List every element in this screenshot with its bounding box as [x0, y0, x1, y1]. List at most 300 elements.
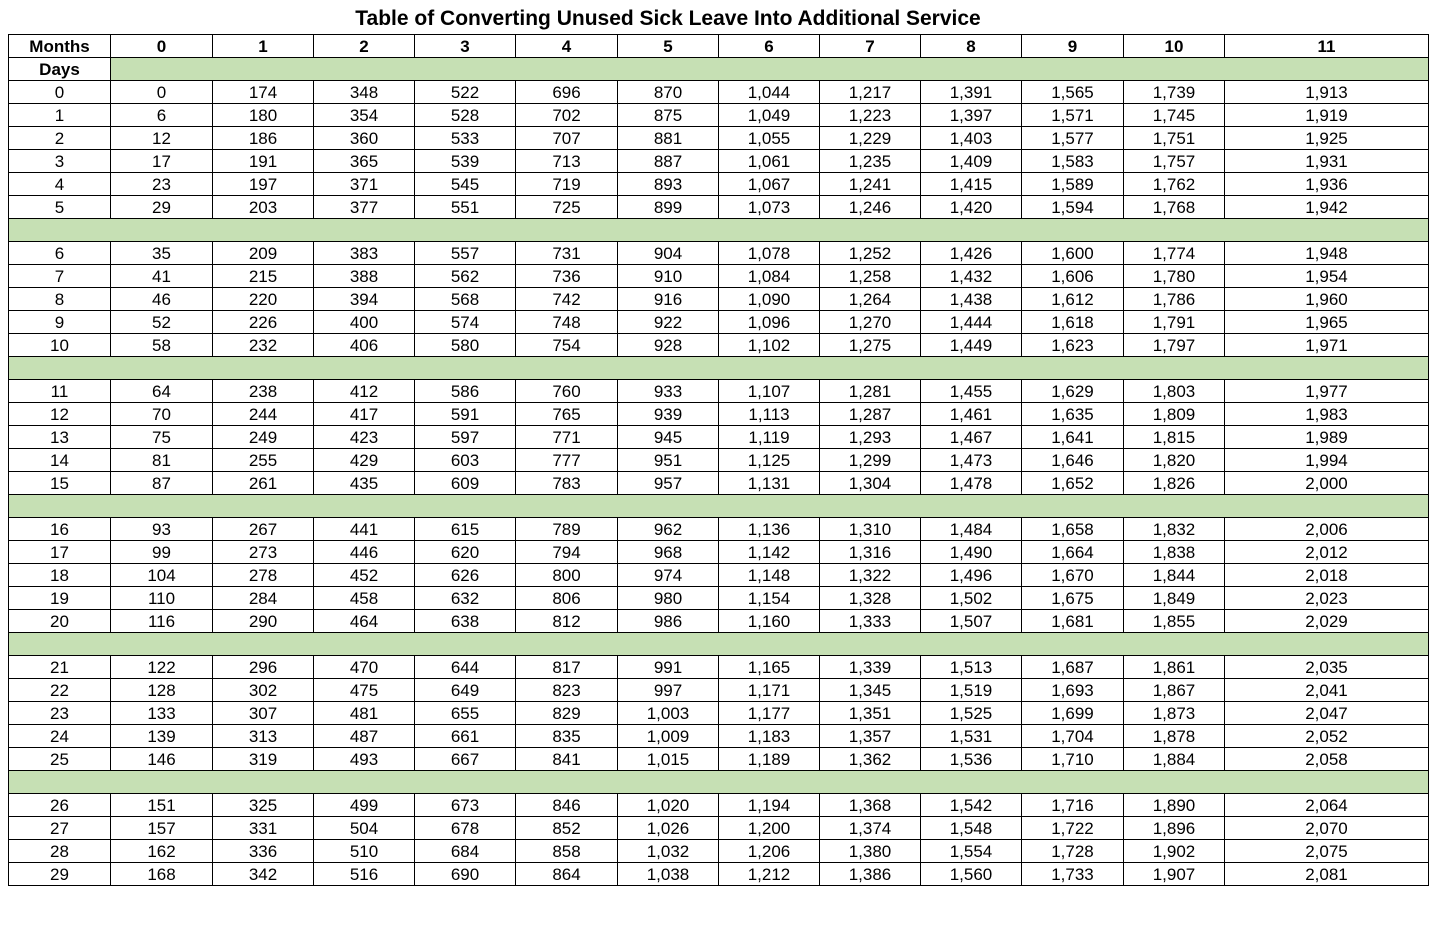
value-cell: 1,461: [921, 403, 1022, 426]
value-cell: 1,328: [820, 587, 921, 610]
value-cell: 673: [415, 794, 516, 817]
value-cell: 1,681: [1022, 610, 1124, 633]
value-cell: 93: [111, 518, 213, 541]
table-row: [9, 242, 1429, 265]
value-cell: 1,554: [921, 840, 1022, 863]
value-cell: 1,322: [820, 564, 921, 587]
value-cell: 533: [415, 127, 516, 150]
value-cell: 41: [111, 265, 213, 288]
value-cell: 1,113: [719, 403, 820, 426]
value-cell: 12: [111, 127, 213, 150]
month-header-cell: 9: [1022, 35, 1124, 58]
value-cell: 203: [213, 196, 314, 219]
value-cell: 371: [314, 173, 415, 196]
value-cell: 1,896: [1124, 817, 1225, 840]
table-row: [9, 656, 1429, 679]
value-cell: 1,339: [820, 656, 921, 679]
value-cell: 1,096: [719, 311, 820, 334]
value-cell: 1,618: [1022, 311, 1124, 334]
separator-band: [9, 771, 1429, 794]
value-cell: 441: [314, 518, 415, 541]
value-cell: 1,241: [820, 173, 921, 196]
value-cell: 1,194: [719, 794, 820, 817]
value-cell: 1,849: [1124, 587, 1225, 610]
value-cell: 1,032: [618, 840, 719, 863]
value-cell: 423: [314, 426, 415, 449]
value-cell: 661: [415, 725, 516, 748]
table-row: [9, 610, 1429, 633]
value-cell: 209: [213, 242, 314, 265]
value-cell: 667: [415, 748, 516, 771]
value-cell: 278: [213, 564, 314, 587]
value-cell: 1,287: [820, 403, 921, 426]
value-cell: 1,641: [1022, 426, 1124, 449]
value-cell: 383: [314, 242, 415, 265]
value-cell: 928: [618, 334, 719, 357]
value-cell: 522: [415, 81, 516, 104]
value-cell: 23: [111, 173, 213, 196]
value-cell: 1,994: [1225, 449, 1429, 472]
day-label-cell: 28: [9, 840, 111, 863]
value-cell: 2,023: [1225, 587, 1429, 610]
day-label-cell: 12: [9, 403, 111, 426]
value-cell: 597: [415, 426, 516, 449]
value-cell: 1,583: [1022, 150, 1124, 173]
value-cell: 777: [516, 449, 618, 472]
table-row: [9, 265, 1429, 288]
value-cell: 1,745: [1124, 104, 1225, 127]
value-cell: 87: [111, 472, 213, 495]
value-cell: 1,299: [820, 449, 921, 472]
day-label-cell: 29: [9, 863, 111, 886]
value-cell: 1,757: [1124, 150, 1225, 173]
value-cell: 394: [314, 288, 415, 311]
day-label-cell: 10: [9, 334, 111, 357]
table-row: [9, 840, 1429, 863]
value-cell: 1,026: [618, 817, 719, 840]
table-row: [9, 334, 1429, 357]
value-cell: 110: [111, 587, 213, 610]
value-cell: 406: [314, 334, 415, 357]
value-cell: 162: [111, 840, 213, 863]
value-cell: 1,577: [1022, 127, 1124, 150]
value-cell: 574: [415, 311, 516, 334]
value-cell: 2,035: [1225, 656, 1429, 679]
value-cell: 412: [314, 380, 415, 403]
value-cell: 1,015: [618, 748, 719, 771]
value-cell: 1,548: [921, 817, 1022, 840]
value-cell: 962: [618, 518, 719, 541]
value-cell: 1,212: [719, 863, 820, 886]
value-cell: 655: [415, 702, 516, 725]
value-cell: 1,484: [921, 518, 1022, 541]
separator-band-cell: [9, 633, 1429, 656]
value-cell: 817: [516, 656, 618, 679]
value-cell: 806: [516, 587, 618, 610]
value-cell: 1,502: [921, 587, 1022, 610]
value-cell: 1,716: [1022, 794, 1124, 817]
days-header-band: [111, 58, 1429, 81]
value-cell: 754: [516, 334, 618, 357]
value-cell: 1,960: [1225, 288, 1429, 311]
value-cell: 116: [111, 610, 213, 633]
table-row: [9, 518, 1429, 541]
value-cell: 238: [213, 380, 314, 403]
value-cell: 1,623: [1022, 334, 1124, 357]
table-row: [9, 81, 1429, 104]
value-cell: 1,751: [1124, 127, 1225, 150]
value-cell: 904: [618, 242, 719, 265]
value-cell: 1,884: [1124, 748, 1225, 771]
value-cell: 725: [516, 196, 618, 219]
value-cell: 1,316: [820, 541, 921, 564]
value-cell: 1,873: [1124, 702, 1225, 725]
value-cell: 1,397: [921, 104, 1022, 127]
value-cell: 151: [111, 794, 213, 817]
value-cell: 765: [516, 403, 618, 426]
value-cell: 939: [618, 403, 719, 426]
value-cell: 1,797: [1124, 334, 1225, 357]
value-cell: 829: [516, 702, 618, 725]
value-cell: 186: [213, 127, 314, 150]
table-row: [9, 725, 1429, 748]
table-row: [9, 679, 1429, 702]
value-cell: 1,084: [719, 265, 820, 288]
value-cell: 1,838: [1124, 541, 1225, 564]
value-cell: 1,078: [719, 242, 820, 265]
value-cell: 296: [213, 656, 314, 679]
day-label-cell: 11: [9, 380, 111, 403]
value-cell: 1,844: [1124, 564, 1225, 587]
value-cell: 1,183: [719, 725, 820, 748]
value-cell: 1,815: [1124, 426, 1225, 449]
table-row: [9, 288, 1429, 311]
value-cell: 823: [516, 679, 618, 702]
month-header-cell: 6: [719, 35, 820, 58]
value-cell: 1,931: [1225, 150, 1429, 173]
month-header-cell: 10: [1124, 35, 1225, 58]
value-cell: 719: [516, 173, 618, 196]
day-label-cell: 1: [9, 104, 111, 127]
value-cell: 1,090: [719, 288, 820, 311]
value-cell: 267: [213, 518, 314, 541]
separator-band-cell: [9, 219, 1429, 242]
value-cell: 1,594: [1022, 196, 1124, 219]
value-cell: 841: [516, 748, 618, 771]
value-cell: 974: [618, 564, 719, 587]
value-cell: 1,832: [1124, 518, 1225, 541]
month-header-cell: 0: [111, 35, 213, 58]
month-header-cell: 7: [820, 35, 921, 58]
value-cell: 99: [111, 541, 213, 564]
value-cell: 1,374: [820, 817, 921, 840]
value-cell: 1,919: [1225, 104, 1429, 127]
value-cell: 1,252: [820, 242, 921, 265]
value-cell: 1,890: [1124, 794, 1225, 817]
day-label-cell: 25: [9, 748, 111, 771]
value-cell: 1,965: [1225, 311, 1429, 334]
value-cell: 1,664: [1022, 541, 1124, 564]
value-cell: 551: [415, 196, 516, 219]
value-cell: 2,029: [1225, 610, 1429, 633]
value-cell: 1,739: [1124, 81, 1225, 104]
value-cell: 17: [111, 150, 213, 173]
day-label-cell: 4: [9, 173, 111, 196]
value-cell: 1,687: [1022, 656, 1124, 679]
value-cell: 1,635: [1022, 403, 1124, 426]
value-cell: 52: [111, 311, 213, 334]
value-cell: 1,391: [921, 81, 1022, 104]
value-cell: 1,675: [1022, 587, 1124, 610]
value-cell: 1,971: [1225, 334, 1429, 357]
value-cell: 249: [213, 426, 314, 449]
value-cell: 986: [618, 610, 719, 633]
value-cell: 458: [314, 587, 415, 610]
value-cell: 1,131: [719, 472, 820, 495]
value-cell: 899: [618, 196, 719, 219]
day-label-cell: 20: [9, 610, 111, 633]
value-cell: 1,386: [820, 863, 921, 886]
value-cell: 273: [213, 541, 314, 564]
table-row: [9, 863, 1429, 886]
value-cell: 910: [618, 265, 719, 288]
value-cell: 1,049: [719, 104, 820, 127]
value-cell: 545: [415, 173, 516, 196]
value-cell: 562: [415, 265, 516, 288]
value-cell: 1,020: [618, 794, 719, 817]
value-cell: 771: [516, 426, 618, 449]
value-cell: 1,728: [1022, 840, 1124, 863]
day-label-cell: 9: [9, 311, 111, 334]
value-cell: 1,693: [1022, 679, 1124, 702]
value-cell: 707: [516, 127, 618, 150]
value-cell: 215: [213, 265, 314, 288]
value-cell: 1,762: [1124, 173, 1225, 196]
table-row: [9, 817, 1429, 840]
day-label-cell: 24: [9, 725, 111, 748]
value-cell: 609: [415, 472, 516, 495]
value-cell: 1,525: [921, 702, 1022, 725]
value-cell: 591: [415, 403, 516, 426]
value-cell: 870: [618, 81, 719, 104]
value-cell: 0: [111, 81, 213, 104]
value-cell: 1,160: [719, 610, 820, 633]
value-cell: 1,235: [820, 150, 921, 173]
value-cell: 1,044: [719, 81, 820, 104]
value-cell: 1,357: [820, 725, 921, 748]
value-cell: 1,206: [719, 840, 820, 863]
value-cell: 319: [213, 748, 314, 771]
value-cell: 2,064: [1225, 794, 1429, 817]
value-cell: 1,658: [1022, 518, 1124, 541]
value-cell: 690: [415, 863, 516, 886]
value-cell: 1,467: [921, 426, 1022, 449]
value-cell: 626: [415, 564, 516, 587]
value-cell: 1,102: [719, 334, 820, 357]
value-cell: 2,075: [1225, 840, 1429, 863]
value-cell: 933: [618, 380, 719, 403]
day-label-cell: 2: [9, 127, 111, 150]
month-header-cell: 8: [921, 35, 1022, 58]
months-corner-label: Months: [9, 35, 111, 58]
table-row: [9, 748, 1429, 771]
month-header-cell: 3: [415, 35, 516, 58]
value-cell: 1,223: [820, 104, 921, 127]
value-cell: 302: [213, 679, 314, 702]
value-cell: 1,107: [719, 380, 820, 403]
value-cell: 1,983: [1225, 403, 1429, 426]
value-cell: 429: [314, 449, 415, 472]
value-cell: 1,275: [820, 334, 921, 357]
value-cell: 789: [516, 518, 618, 541]
value-cell: 1,009: [618, 725, 719, 748]
value-cell: 632: [415, 587, 516, 610]
value-cell: 2,070: [1225, 817, 1429, 840]
value-cell: 864: [516, 863, 618, 886]
value-cell: 991: [618, 656, 719, 679]
value-cell: 336: [213, 840, 314, 863]
table-row: [9, 472, 1429, 495]
value-cell: 1,902: [1124, 840, 1225, 863]
day-label-cell: 15: [9, 472, 111, 495]
value-cell: 794: [516, 541, 618, 564]
value-cell: 232: [213, 334, 314, 357]
value-cell: 1,606: [1022, 265, 1124, 288]
value-cell: 220: [213, 288, 314, 311]
value-cell: 1,264: [820, 288, 921, 311]
value-cell: 557: [415, 242, 516, 265]
value-cell: 58: [111, 334, 213, 357]
value-cell: 586: [415, 380, 516, 403]
value-cell: 1,699: [1022, 702, 1124, 725]
value-cell: 261: [213, 472, 314, 495]
value-cell: 846: [516, 794, 618, 817]
day-label-cell: 6: [9, 242, 111, 265]
value-cell: 922: [618, 311, 719, 334]
month-header-cell: 2: [314, 35, 415, 58]
value-cell: 568: [415, 288, 516, 311]
value-cell: 1,038: [618, 863, 719, 886]
value-cell: 580: [415, 334, 516, 357]
month-header-cell: 11: [1225, 35, 1429, 58]
value-cell: 2,081: [1225, 863, 1429, 886]
value-cell: 684: [415, 840, 516, 863]
value-cell: 487: [314, 725, 415, 748]
value-cell: 354: [314, 104, 415, 127]
value-cell: 464: [314, 610, 415, 633]
value-cell: 400: [314, 311, 415, 334]
value-cell: 1,165: [719, 656, 820, 679]
value-cell: 1,270: [820, 311, 921, 334]
value-cell: 858: [516, 840, 618, 863]
value-cell: 887: [618, 150, 719, 173]
value-cell: 1,490: [921, 541, 1022, 564]
value-cell: 1,403: [921, 127, 1022, 150]
table-row: [9, 702, 1429, 725]
value-cell: 893: [618, 173, 719, 196]
table-row: [9, 173, 1429, 196]
value-cell: 191: [213, 150, 314, 173]
value-cell: 499: [314, 794, 415, 817]
month-header-cell: 5: [618, 35, 719, 58]
value-cell: 1,913: [1225, 81, 1429, 104]
value-cell: 1,368: [820, 794, 921, 817]
value-cell: 1,438: [921, 288, 1022, 311]
value-cell: 325: [213, 794, 314, 817]
days-header-row: [9, 58, 1429, 81]
value-cell: 1,177: [719, 702, 820, 725]
value-cell: 157: [111, 817, 213, 840]
value-cell: 29: [111, 196, 213, 219]
value-cell: 1,948: [1225, 242, 1429, 265]
value-cell: 360: [314, 127, 415, 150]
day-label-cell: 26: [9, 794, 111, 817]
value-cell: 957: [618, 472, 719, 495]
value-cell: 951: [618, 449, 719, 472]
value-cell: 470: [314, 656, 415, 679]
value-cell: 1,768: [1124, 196, 1225, 219]
day-label-cell: 22: [9, 679, 111, 702]
value-cell: 644: [415, 656, 516, 679]
month-header-cell: 1: [213, 35, 314, 58]
value-cell: 1,786: [1124, 288, 1225, 311]
value-cell: 516: [314, 863, 415, 886]
value-cell: 812: [516, 610, 618, 633]
value-cell: 1,867: [1124, 679, 1225, 702]
day-label-cell: 23: [9, 702, 111, 725]
value-cell: 615: [415, 518, 516, 541]
value-cell: 1,820: [1124, 449, 1225, 472]
value-cell: 881: [618, 127, 719, 150]
value-cell: 331: [213, 817, 314, 840]
value-cell: 696: [516, 81, 618, 104]
value-cell: 1,142: [719, 541, 820, 564]
value-cell: 760: [516, 380, 618, 403]
value-cell: 104: [111, 564, 213, 587]
value-cell: 122: [111, 656, 213, 679]
value-cell: 1,826: [1124, 472, 1225, 495]
value-cell: 1,258: [820, 265, 921, 288]
value-cell: 244: [213, 403, 314, 426]
day-label-cell: 27: [9, 817, 111, 840]
value-cell: 342: [213, 863, 314, 886]
table-row: [9, 196, 1429, 219]
value-cell: 1,478: [921, 472, 1022, 495]
value-cell: 452: [314, 564, 415, 587]
value-cell: 1,246: [820, 196, 921, 219]
value-cell: 446: [314, 541, 415, 564]
value-cell: 1,936: [1225, 173, 1429, 196]
value-cell: 133: [111, 702, 213, 725]
value-cell: 1,455: [921, 380, 1022, 403]
value-cell: 365: [314, 150, 415, 173]
value-cell: 1,420: [921, 196, 1022, 219]
value-cell: 226: [213, 311, 314, 334]
value-cell: 1,380: [820, 840, 921, 863]
separator-band: [9, 219, 1429, 242]
value-cell: 1,148: [719, 564, 820, 587]
value-cell: 1,565: [1022, 81, 1124, 104]
value-cell: 128: [111, 679, 213, 702]
value-cell: 702: [516, 104, 618, 127]
value-cell: 1,670: [1022, 564, 1124, 587]
value-cell: 2,058: [1225, 748, 1429, 771]
value-cell: 75: [111, 426, 213, 449]
table-row: [9, 403, 1429, 426]
value-cell: 713: [516, 150, 618, 173]
separator-band-cell: [9, 771, 1429, 794]
value-cell: 1,780: [1124, 265, 1225, 288]
